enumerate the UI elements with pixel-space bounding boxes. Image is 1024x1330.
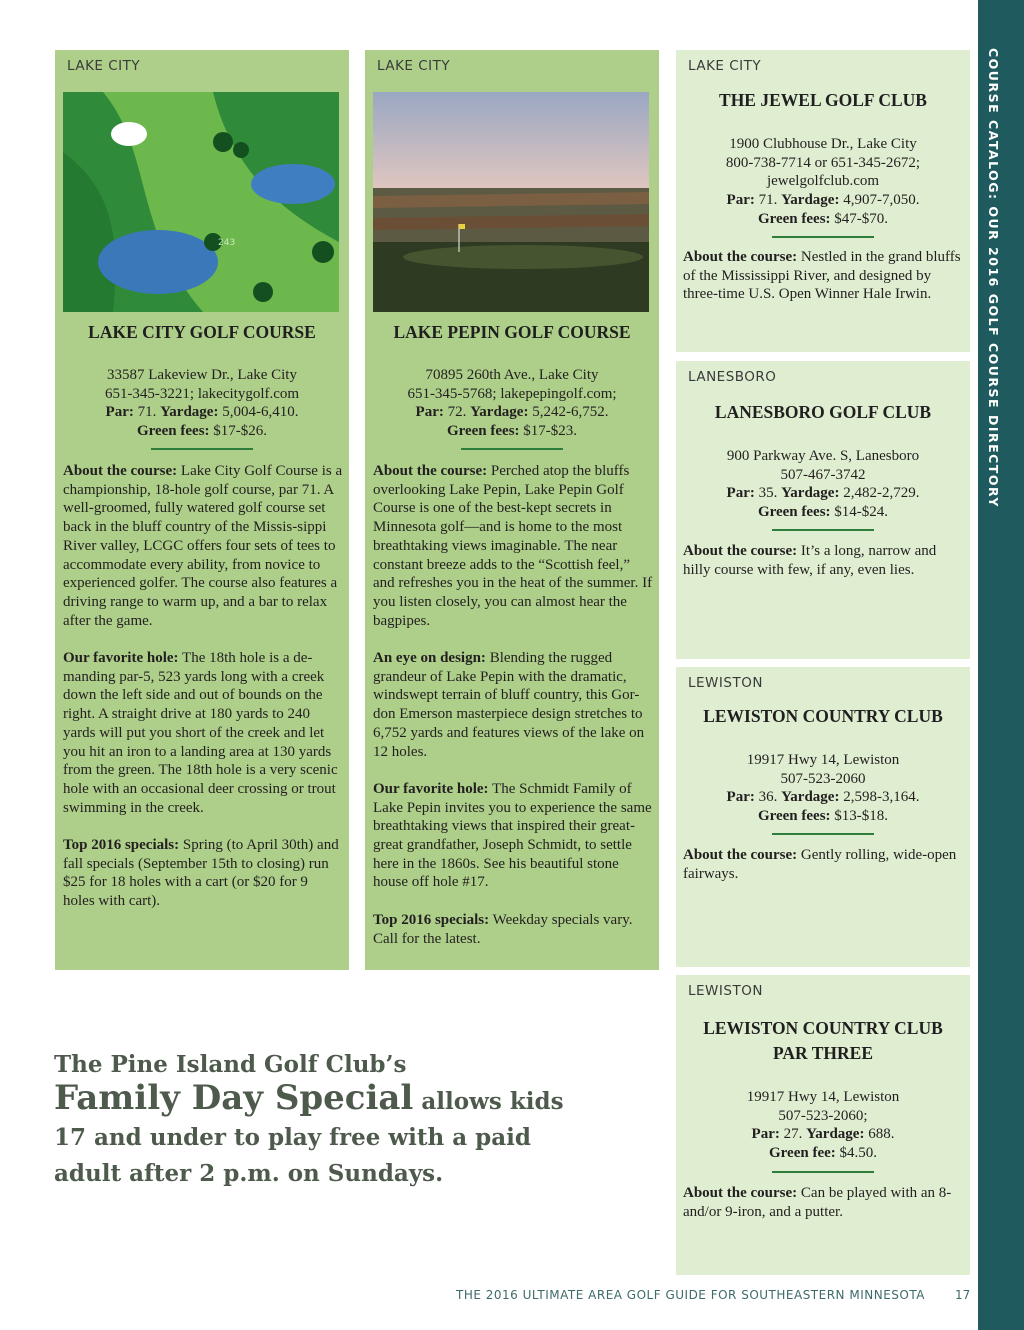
about-section: About the course: Nestled in the grand bluffs of the Mississippi River, and designed by three-time U.S. Open Winner Hale Irwin.: [683, 249, 961, 303]
specials-section: Top 2016 specials: Weekday specials vary. Call for the latest.: [373, 911, 633, 947]
course-par-yardage: Par: 71. Yardage: 5,004-6,410.: [105, 404, 299, 421]
course-website: jewelgolfclub.com: [766, 173, 880, 190]
course-par-yardage: Par: 72. Yardage: 5,242-6,752.: [415, 404, 609, 421]
specials-section: Top 2016 specials: Spring (to April 30th) and fall specials (September 15th to closing) run $25 for 18 holes with a cart (or $20 for 9 holes with cart).: [63, 837, 339, 910]
course-info: [365, 366, 659, 441]
course-fees: Green fees: $13-$18.: [757, 808, 889, 825]
photo-hole-marker: 243: [218, 238, 236, 248]
course-address: 19917 Hwy 14, Lewiston: [746, 1089, 900, 1105]
region-label: LAKE CITY: [688, 58, 762, 74]
section-title-vertical: COURSE CATALOG: OUR 2016 GOLF COURSE DIRECTORY: [986, 48, 1001, 508]
course-address: 900 Parkway Ave. S, Lanesboro: [726, 448, 920, 464]
favorite-hole-section: Our favorite hole: The Schmidt Family of Lake Pepin invites you to experience the same breathtaking views that inspired their great-great grandfather, Joseph Schmidt, to settle here in the 1860s. See his beautiful stone house off hole #17.: [373, 780, 652, 891]
course-fees: Green fees: $17-$23.: [446, 423, 578, 440]
course-info: [676, 135, 970, 229]
course-name: LAKE CITY GOLF COURSE: [88, 322, 316, 342]
about-section: About the course: Lake City Golf Course is a championship, 18-hole golf course, par 71. A well-groomed, fully watered golf course set back in the bluff country of the Missis-sippi River valley, LCGC offers four sets of tees to accommodate every ability, from novice to experienced golfer. The course also features a driving range to warm up, and a bar to relax after the game.: [63, 463, 343, 629]
course-fees: Green fee: $4.50.: [768, 1145, 878, 1162]
course-par-yardage: Par: 27. Yardage: 688.: [751, 1126, 895, 1143]
course-card-lewiston: [676, 667, 970, 967]
course-card-lewiston-par-three: [676, 975, 970, 1275]
region-label: LAKE CITY: [67, 58, 141, 74]
course-address: 1900 Clubhouse Dr., Lake City: [729, 136, 917, 152]
about-section: About the course: Gently rolling, wide-open fairways.: [683, 847, 957, 882]
course-contact: 507-523-2060: [780, 770, 866, 787]
course-name: LANESBORO GOLF CLUB: [714, 402, 932, 422]
region-label: LEWISTON: [688, 675, 763, 691]
region-label: LEWISTON: [688, 983, 763, 999]
promo-line4: adult after 2 p.m. on Sundays.: [54, 1160, 444, 1187]
course-par-yardage: Par: 35. Yardage: 2,482-2,729.: [726, 485, 920, 502]
course-contact: 651-345-5768; lakepepingolf.com;: [407, 385, 617, 402]
course-name: LEWISTON COUNTRY CLUB: [703, 706, 943, 726]
course-card-jewel: [676, 50, 970, 352]
course-description: [373, 462, 653, 967]
course-description: [683, 1184, 965, 1240]
course-photo-aerial: [63, 92, 339, 312]
divider-rule: [772, 833, 874, 835]
course-name: [676, 1016, 970, 1066]
about-section: About the course: It’s a long, narrow and hilly course with few, if any, even lies.: [683, 543, 937, 578]
region-label: LAKE CITY: [377, 58, 451, 74]
family-day-promo: [54, 1050, 654, 1192]
promo-line2: Family Day Special allows kids: [54, 1078, 564, 1118]
course-name: THE JEWEL GOLF CLUB: [719, 90, 927, 110]
course-address: 70895 260th Ave., Lake City: [425, 367, 599, 383]
course-address: 33587 Lakeview Dr., Lake City: [107, 367, 297, 383]
course-card-lanesboro: [676, 361, 970, 659]
about-section: About the course: Can be played with an 8- and/or 9-iron, and a putter.: [683, 1185, 952, 1220]
course-info: [676, 447, 970, 522]
promo-line1: The Pine Island Golf Club’s: [54, 1051, 407, 1078]
course-contact: 507-523-2060;: [778, 1107, 868, 1124]
promo-line3: 17 and under to play free with a paid: [54, 1124, 531, 1151]
course-description: [63, 462, 343, 930]
about-section: About the course: Perched atop the bluffs overlooking Lake Pepin, Lake Pepin Golf Course is one of the best-kept secrets in Minnesota golf—and is home to the most breathtaking views imaginable. The near constant breeze adds to the “Scottish feel,” and refreshes you in the heat of the summer. If you listen closely, you can almost hear the bagpipes.: [373, 463, 653, 629]
page-footer: THE 2016 ULTIMATE AREA GOLF GUIDE FOR SOUTHEASTERN MINNESOTA: [456, 1288, 925, 1302]
course-card-lake-pepin: [365, 50, 659, 970]
course-address: 19917 Hwy 14, Lewiston: [746, 752, 900, 768]
promo-headline: Family Day Special: [54, 1078, 414, 1118]
course-info: [55, 366, 349, 441]
course-info: [676, 751, 970, 826]
course-name: LAKE PEPIN GOLF COURSE: [393, 322, 631, 342]
favorite-hole-section: Our favorite hole: The 18th hole is a de-manding par-5, 523 yards long with a creek down the left side and out of bounds on the right. A straight drive at 180 yards to 240 yards will put you short of the creek and let you hit an iron to a landing area at 130 yards from the green. The 18th hole is a very scenic hole with an occasional deer crossing or trout swimming in the creek.: [63, 650, 338, 816]
divider-rule: [461, 448, 563, 450]
course-name-line2: PAR THREE: [773, 1043, 873, 1063]
page-number: 17: [955, 1288, 971, 1302]
course-card-lake-city-golf: [55, 50, 349, 970]
divider-rule: [151, 448, 253, 450]
course-fees: Green fees: $17-$26.: [136, 423, 268, 440]
divider-rule: [772, 1171, 874, 1173]
design-section: An eye on design: Blending the rugged grandeur of Lake Pepin with the dramatic, windswept terrain of bluff country, this Gor-don Emerson masterpiece design stretches to 6,752 yards and features views of the lake on 12 holes.: [373, 650, 645, 760]
course-description: [683, 542, 965, 598]
course-contact: 507-467-3742: [780, 466, 866, 483]
course-fees: Green fees: $14-$24.: [757, 504, 889, 521]
course-name-line1: LEWISTON COUNTRY CLUB: [703, 1018, 943, 1038]
divider-rule: [772, 236, 874, 238]
course-contact: 800-738-7714 or 651-345-2672;: [725, 154, 921, 171]
course-info: [676, 1088, 970, 1163]
course-par-yardage: Par: 36. Yardage: 2,598-3,164.: [726, 789, 920, 806]
course-contact: 651-345-3221; lakecitygolf.com: [104, 385, 300, 402]
course-photo-landscape: [373, 92, 649, 312]
course-par-yardage: Par: 71. Yardage: 4,907-7,050.: [726, 192, 920, 209]
divider-rule: [772, 529, 874, 531]
course-description: [683, 846, 965, 902]
sidebar-band: [978, 0, 1024, 1330]
course-description: [683, 248, 965, 323]
region-label: LANESBORO: [688, 369, 777, 385]
course-fees: Green fees: $47-$70.: [757, 210, 889, 227]
